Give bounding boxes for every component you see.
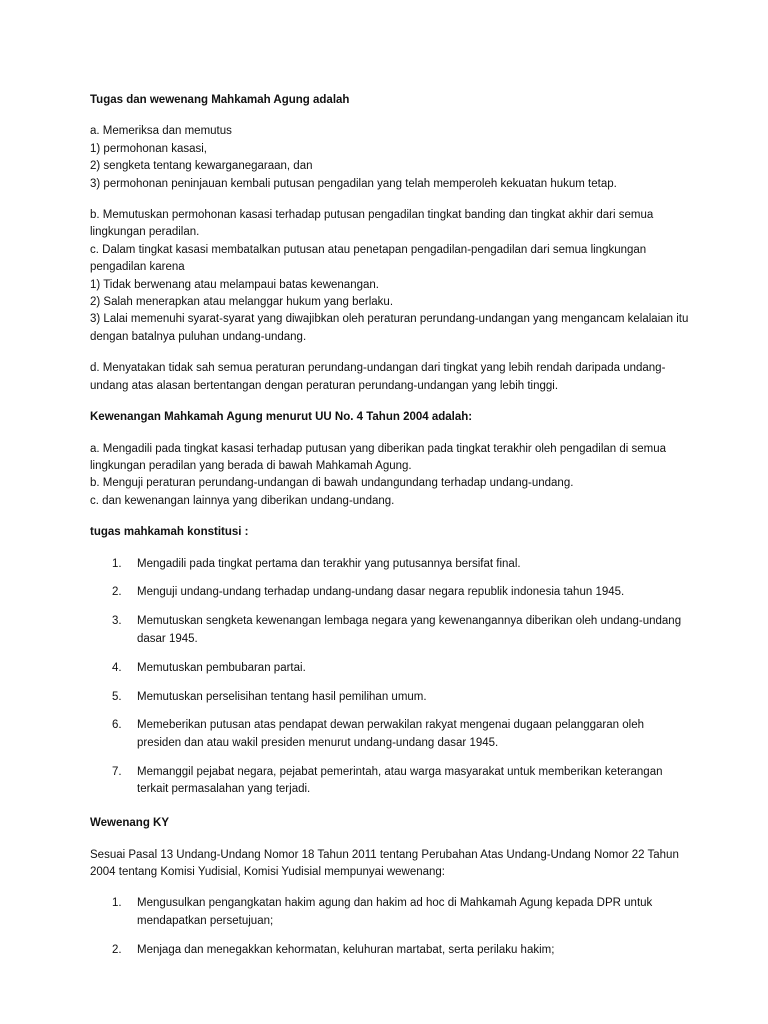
text-line: 1) permohonan kasasi, — [90, 142, 207, 155]
text-line: b. Memutuskan permohonan kasasi terhadap putusan pengadilan tingkat banding dan tingkat akhir dari semua lingkungan peradilan. — [90, 209, 654, 239]
list-number: 2. — [112, 586, 122, 599]
list-number: 1. — [112, 897, 122, 910]
paragraph-a — [90, 123, 690, 193]
list-item — [90, 556, 690, 573]
list-number: 2. — [112, 943, 122, 956]
list-item — [90, 764, 690, 799]
list-number: 4. — [112, 661, 122, 674]
text-line: a. Memeriksa dan memutus — [90, 125, 232, 138]
list-item — [90, 660, 690, 677]
ky-authority-list — [90, 895, 690, 959]
list-item — [90, 942, 690, 959]
list-number: 7. — [112, 765, 122, 778]
list-text: Mengusulkan pengangkatan hakim agung dan hakim ad hoc di Mahkamah Agung kepada DPR untuk mendapatkan persetujuan; — [137, 897, 653, 927]
text-line: b. Menguji peraturan perundang-undangan di bawah undangundang terhadap undang-undang. — [90, 477, 574, 490]
text-line: a. Mengadili pada tingkat kasasi terhadap putusan yang diberikan pada tingkat terakhir oleh pengadilan di semua lingkungan peradilan yang berada di bawah Mahkamah Agung. — [90, 442, 667, 472]
list-text: Menjaga dan menegakkan kehormatan, keluhuran martabat, serta perilaku hakim; — [137, 943, 555, 956]
list-item — [90, 717, 690, 752]
section-heading-kewenangan-ma: Kewenangan Mahkamah Agung menurut UU No. 4 Tahun 2004 adalah: — [90, 411, 473, 424]
list-number: 6. — [112, 719, 122, 732]
text-line: c. dan kewenangan lainnya yang diberikan undang-undang. — [90, 494, 395, 507]
list-text: Memutuskan perselisihan tentang hasil pemilihan umum. — [137, 690, 427, 703]
list-text: Memutuskan sengketa kewenangan lembaga negara yang kewenangannya diberikan oleh undang-undang dasar 1945. — [137, 615, 682, 645]
text-line: 2) sengketa tentang kewarganegaraan, dan — [90, 160, 313, 173]
section-heading-tugas-ma: Tugas dan wewenang Mahkamah Agung adalah — [90, 94, 350, 106]
text-line: 3) Lalai memenuhi syarat-syarat yang diwajibkan oleh peraturan perundang-undangan yang mengancam kelalaian itu dengan batalnya puluhan undang-undang. — [90, 313, 689, 343]
text-line: 2) Salah menerapkan atau melanggar hukum yang berlaku. — [90, 296, 394, 309]
list-text: Memanggil pejabat negara, pejabat pemerintah, atau warga masyarakat untuk memberikan keterangan terkait permasalahan yang terjadi. — [137, 765, 663, 796]
section-heading-mk: tugas mahkamah konstitusi : — [90, 526, 249, 539]
paragraph-ky-intro — [90, 847, 690, 882]
paragraph-d — [90, 360, 690, 395]
list-number: 3. — [112, 615, 122, 628]
list-item — [90, 584, 690, 601]
text-line: c. Dalam tingkat kasasi membatalkan putusan atau penetapan pengadilan-pengadilan dari semua lingkungan pengadilan karena — [90, 243, 647, 274]
list-text: Memeberikan putusan atas pendapat dewan perwakilan rakyat mengenai dugaan pelanggaran oleh presiden dan atau wakil presiden menurut undang-undang dasar 1945. — [137, 719, 644, 749]
paragraph-kewenangan — [90, 441, 690, 511]
document-body — [90, 92, 690, 971]
list-item — [90, 689, 690, 706]
list-number: 5. — [112, 690, 122, 703]
list-text: Memutuskan pembubaran partai. — [137, 661, 306, 674]
text-line: Sesuai Pasal 13 Undang-Undang Nomor 18 Tahun 2011 tentang Perubahan Atas Undang-Undang Nomor 22 Tahun 2004 tentang Komisi Yudisial, Komisi Yudisial mempunyai wewenang: — [90, 848, 679, 878]
list-text: Menguji undang-undang terhadap undang-undang dasar negara republik indonesia tahun 1945. — [137, 586, 625, 599]
text-line: 3) permohonan peninjauan kembali putusan pengadilan yang telah memperoleh kekuatan hukum tetap. — [90, 177, 617, 190]
list-number: 1. — [112, 557, 122, 570]
paragraph-b-c — [90, 207, 690, 346]
text-line: d. Menyatakan tidak sah semua peraturan perundang-undangan dari tingkat yang lebih rendah daripada undang-undang atas alasan bertentangan dengan peraturan perundang-undangan yang lebih tinggi. — [90, 362, 666, 392]
list-item — [90, 613, 690, 648]
list-text: Mengadili pada tingkat pertama dan terakhir yang putusannya bersifat final. — [137, 557, 521, 570]
list-item — [90, 895, 690, 930]
text-line: 1) Tidak berwenang atau melampaui batas kewenangan. — [90, 278, 379, 291]
section-heading-ky: Wewenang KY — [90, 817, 170, 830]
mk-task-list — [90, 556, 690, 799]
